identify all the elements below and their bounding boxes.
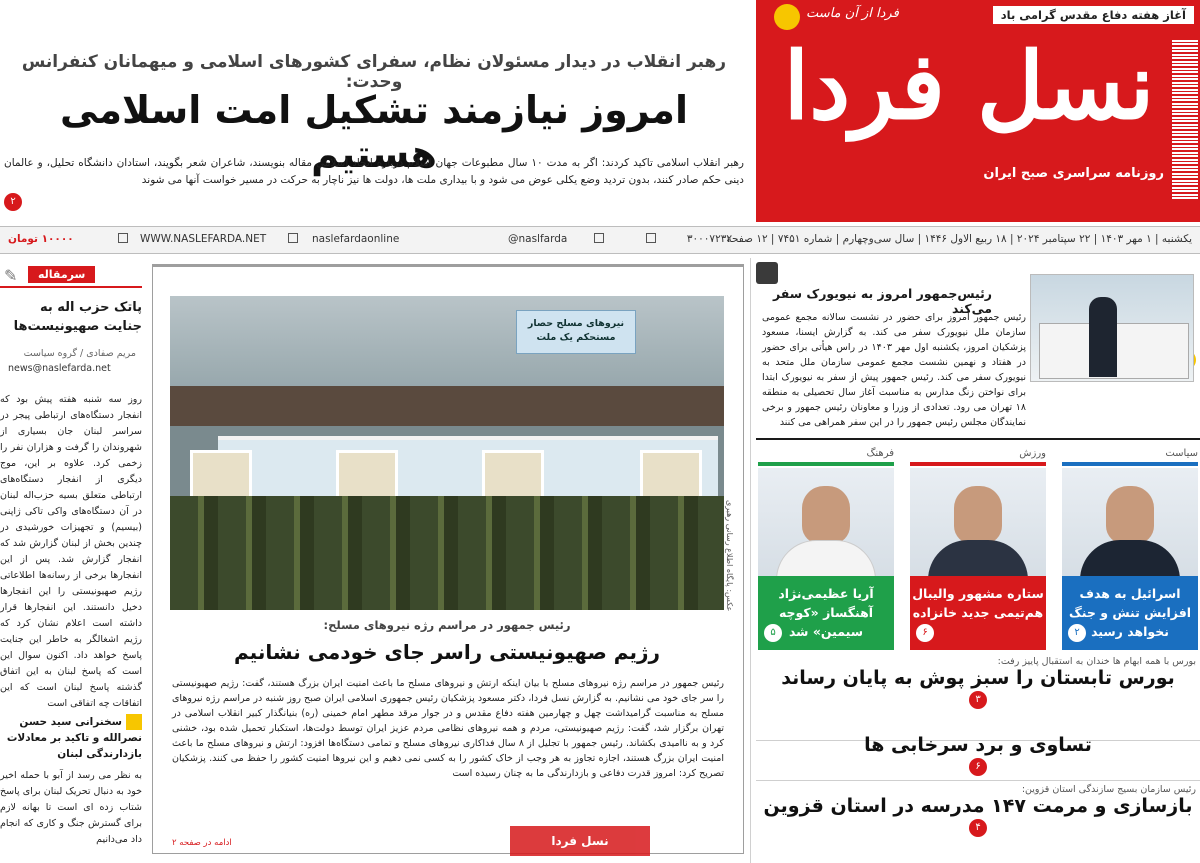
editorial-label: سرمقاله — [28, 266, 95, 283]
card-rule — [910, 462, 1046, 466]
card-tag: فرهنگ — [866, 448, 894, 459]
editorial-text: روز سه شنبه هفته پیش بود که انفجار دستگاه‌های ارتباطی پیجر در سراسر لبنان جان بسیاری از شهروندان را گرفت و هزاران نفر را زخمی کرد. علاوه بر این، موج دیگری از انفجار دستگاه‌های ارتباطی متعلق بسیه حزب‌اله لبنان در آن دستگاه‌های واکی تاکی ژاپنی (بیسیم) و تجهیزات خورشیدی در چندین بخش از لبنان گزارش شد که انفجار گزارش شد. پس از این انفجارها برخی از رسانه‌ها اطلاعاتی رژیم صهیونیستی را این انفجارها دخیل دانستند. این انفجارها قرار داشته است اعلام نشان کرد که رژیم اشغالگر به خاطر این جنایت پاسخ خواهد داد. اکنون سوال این است که پاسخ لبنان به این اتفاق گذشته پاسخ لبنان است که این اتفاقات چه اتفاقی است — [0, 394, 142, 709]
side-story-schools[interactable] — [760, 784, 1196, 837]
masthead-tagline: روزنامه سراسری صبح ایران — [983, 166, 1164, 181]
side-headline[interactable]: بورس تابستان را سبز پوش به پایان رساند — [781, 667, 1175, 689]
lead-kicker: رهبر انقلاب در دیدار مسئولان نظام، سفرای کشورهای اسلامی و میهمانان کنفرانس وحدت: — [21, 52, 727, 92]
side-story-bourse[interactable] — [760, 656, 1196, 709]
issue-date: یکشنبه | ۱ مهر ۱۴۰۳ | ۲۲ سپتامبر ۲۰۲۴ | ۱۸ ربیع الاول ۱۴۴۶ | سال سی‌وچهارم | شماره ۷۴۵۱ | ۱۲ صفحه — [726, 233, 1192, 245]
card-politics[interactable] — [1062, 442, 1198, 654]
person-shape — [1089, 297, 1117, 377]
side-divider — [756, 780, 1200, 781]
card-rule — [1062, 462, 1198, 466]
card-rule — [758, 462, 894, 466]
photo-stage — [170, 386, 724, 426]
lead-headline[interactable]: امروز نیازمند تشکیل امت اسلامی هستیم — [60, 88, 688, 176]
face-shape — [1106, 486, 1154, 544]
side-headline[interactable]: بازسازی و مرمت ۱۴۷ مدرسه در استان قزوین — [763, 795, 1193, 817]
face-shape — [802, 486, 850, 544]
president-photo[interactable] — [1030, 274, 1194, 382]
photo-credit: عکس: پایگاه اطلاع رسانی رهبری — [725, 500, 734, 612]
card-culture[interactable] — [758, 442, 894, 654]
card-caption: اسرائیل به هدف افزایش تنش و جنگ نخواهد رسید — [1062, 576, 1198, 650]
side-story-football[interactable] — [760, 734, 1196, 776]
issue-info-bar — [0, 226, 1200, 254]
page-ref-badge[interactable]: ۲ — [4, 193, 22, 211]
watermark-stamp: نسل فردا — [510, 826, 650, 856]
page-ref-badge[interactable]: ۳ — [969, 691, 987, 709]
editorial-text-continued: به نظر می رسد از آبو با حمله اخیر خود به دنبال تحریک لبنان برای پاسخ شتاب زده ای است تا بهانه لازم برای گسترش جنگ و کاری که انجام داد می‌دانیم — [0, 770, 142, 845]
card-page-badge[interactable]: ۶ — [916, 624, 934, 642]
side-kicker: بورس با همه ابهام ها خندان به استقبال پاییز رفت: — [997, 656, 1196, 667]
card-tag: ورزش — [1019, 448, 1046, 459]
card-tag: سیاست — [1165, 448, 1198, 459]
cards-divider — [756, 438, 1200, 440]
news-icon — [756, 262, 778, 284]
editorial-subhead — [0, 714, 142, 762]
editorial-title[interactable]: پاتک حزب اله به جنایت صهیونیست‌ها — [13, 300, 142, 334]
website-link[interactable]: WWW.NASLEFARDA.NET — [140, 233, 267, 245]
photo-sky — [170, 296, 724, 386]
masthead-promo: آغاز هفته دفاع مقدس گرامی باد — [993, 6, 1194, 24]
editorial-header — [0, 264, 142, 288]
feature-body: رئیس جمهور در مراسم رژه نیروهای مسلح با بیان اینکه ارتش و نیروهای مسلح ما باعث امنیت ایران بزرگ هستند، گفت: رژیم صهیونیستی را سر جای خود می نشانیم. به گزارش نسل فردا، دکتر مسعود پزشکیان رئیس جمهوری اسلامی ایران صبح روز شنبه در مراسم رژه نیروهای مسلح به مناسبت گرامیداشت چهل و چهارمین هفته دفاع مقدس و در جوار مرقد مطهر امام خمینی (ره) بنیانگذار کبیر انقلاب اسلامی در تهران برگزار شد، گفت: رژیم صهیونیستی، مردم و همه نیروهای نظامی مردم عزیز ایران توسط دولت‌ها، استکبار تحمیل شده بود، خشنی کرد و به ناامیدی بکشاند. رئیس جمهور با تجلیل از ۸ سال فداکاری نیروهای مسلح و تمامی دستگاه‌ها افزود: ارتش و نیروهای مسلح ما باعث امنیت ایران بزرگ هستند، اجازه تجاوز به هر وجب از خاک کشور را به کسی نمی دهیم و این نیروها امنیت کشور را حفظ می کنند. پزشکیان تصریح کرد: امروز قدرت دفاعی و بازدارندگی ما به چنان رسیده است — [172, 678, 724, 779]
author-email[interactable]: news@naslefarda.net — [8, 363, 111, 374]
photo-troops — [170, 496, 724, 610]
feature-headline[interactable]: رژیم صهیونیستی راسر جای خودمی نشانیم — [234, 640, 660, 664]
card-caption: ستاره مشهور والیبال هم‌تیمی جدید خانزاده — [910, 576, 1046, 650]
card-page-badge[interactable]: ۵ — [764, 624, 782, 642]
sun-icon — [774, 4, 800, 30]
side-kicker: رئیس سازمان بسیج سازندگی استان قزوین: — [1021, 784, 1196, 795]
parade-photo[interactable] — [170, 296, 724, 610]
quill-icon: ✎ — [4, 266, 18, 285]
instagram-handle[interactable]: naslefardaonline — [312, 233, 400, 245]
page-ref-badge[interactable]: ۴ — [969, 819, 987, 837]
page-ref-badge[interactable]: ۶ — [969, 758, 987, 776]
barcode — [1172, 40, 1198, 200]
card-caption: آریا عظیمی‌نژاد آهنگساز «کوچه سیمین» شد — [758, 576, 894, 650]
square-icon — [126, 714, 142, 730]
editorial-subhead-text: سخنرانی سید حسن نصرالله و تاکید بر معادلات بازدارندگی لبنان — [6, 716, 142, 760]
feature-kicker: رئیس جمهور در مراسم رژه نیروهای مسلح: — [323, 618, 571, 632]
checkbox-icon — [288, 233, 298, 243]
news-headline[interactable]: رئیس‌جمهور امروز به نیویورک سفر می‌کند — [772, 286, 992, 316]
news-body: رئیس جمهور امروز برای حضور در نشست سالانه مجمع عمومی سازمان ملل نیویورک سفر می کند. به گزارش ایسنا، مسعود پزشکیان امروز، یکشنبه اول مهر ۱۴۰۳ در راس هیأتی برای حضور در هفتاد و نهمین نشست مجمع عمومی سازمان ملل متحد به نیویورک سفر می کند. رئیس جمهور پیش از سفر به نیویورک ابتدا برای نواختن زنگ مدارس به مناسبت آغاز سال تحصیلی به منطقه ۱۸ تهران می رود. تعدادی از وزرا و معاونان رئیس جمهور و برخی نمایندگان مجلس رئیس جمهور را در این سفر همراهی می کنند — [762, 312, 1026, 428]
lead-body: رهبر انقلاب اسلامی تاکید کردند: اگر به مدت ۱۰ سال مطبوعات جهان اسلام درباره اتحاد اسلامی مقاله بنویسند، شاعران شعر بگویند، استادان دانشگاه تحلیل، و عالمان دینی حکم صادر کنند، بدون تردید وضع یکلی عوض می شود و با بیداری ملت ها، دولت ها نیز ناچار به حرکت در مسیر خواست آنها می شوند — [4, 157, 744, 186]
continued-link[interactable]: ادامه در صفحه ۲ — [172, 838, 232, 848]
masthead — [756, 0, 1200, 222]
phone-icon — [646, 233, 656, 243]
masthead-slogan: فردا از آن ماست — [806, 6, 899, 21]
checkbox-icon — [594, 233, 604, 243]
editorial-author — [8, 346, 136, 376]
newspaper-logo: نسل فردا — [783, 32, 1155, 140]
side-headline[interactable]: تساوی و برد سرخابی ها — [864, 734, 1092, 756]
photo-sign: نیروهای مسلح حصار مستحکم یک ملت — [516, 310, 636, 354]
phone-number: ۳۰۰۰۷۲۳۲ — [686, 233, 732, 245]
author-name: مریم صفادی / گروه سیاست — [23, 348, 136, 359]
face-shape — [954, 486, 1002, 544]
column-divider — [750, 258, 751, 863]
price: ۱۰۰۰۰ تومان — [8, 233, 74, 245]
checkbox-icon — [118, 233, 128, 243]
telegram-handle[interactable]: @naslfarda — [508, 233, 568, 245]
card-sports[interactable] — [910, 442, 1046, 654]
card-page-badge[interactable]: ۲ — [1068, 624, 1086, 642]
